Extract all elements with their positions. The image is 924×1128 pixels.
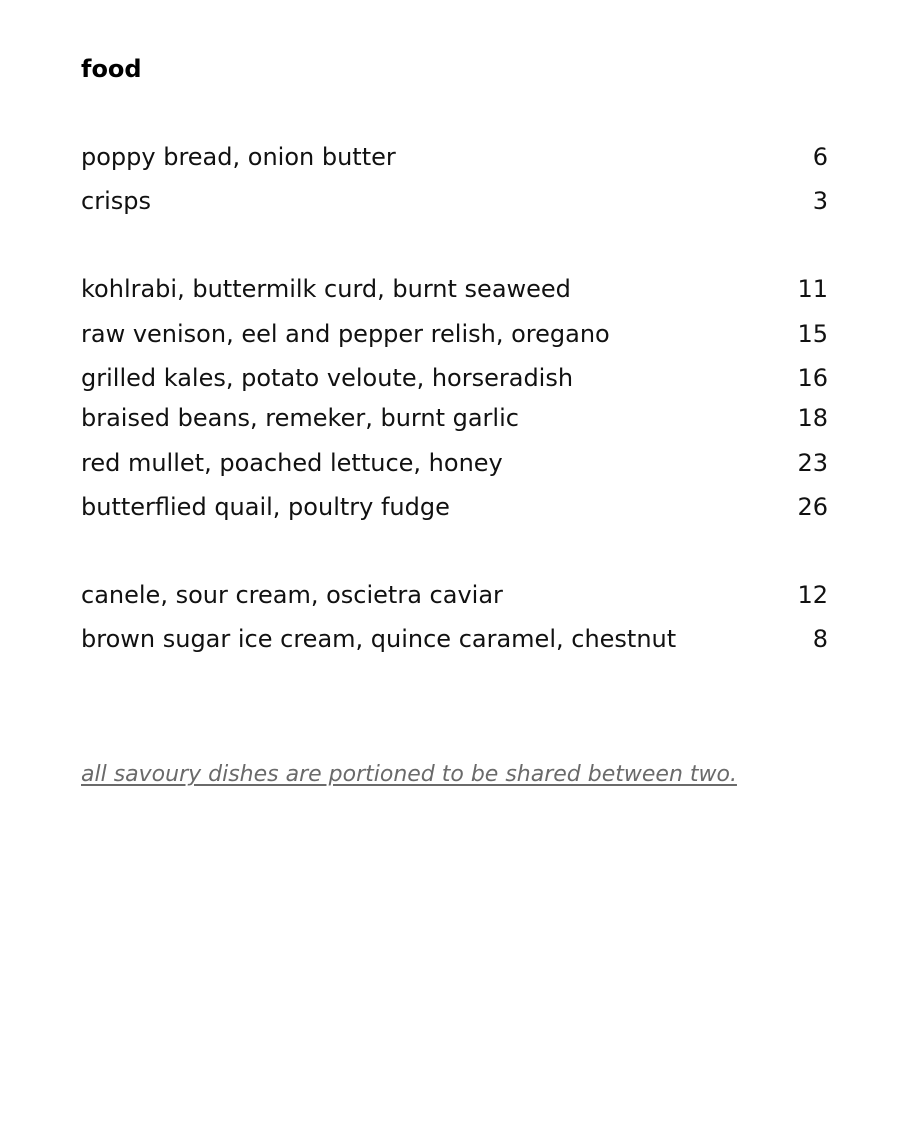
menu-item-price: 18 xyxy=(797,404,828,432)
menu-item-name: brown sugar ice cream, quince caramel, chestnut xyxy=(81,625,677,653)
menu-item-name: braised beans, remeker, burnt garlic xyxy=(81,404,519,432)
menu-item xyxy=(81,447,828,479)
menu-item-name: grilled kales, potato veloute, horseradish xyxy=(81,364,574,392)
menu-item xyxy=(81,491,828,523)
menu-item xyxy=(81,273,828,305)
menu-item-price: 16 xyxy=(797,364,828,392)
menu-item-price: 3 xyxy=(812,187,828,215)
menu-item xyxy=(81,141,828,173)
menu-heading: food xyxy=(81,55,142,83)
menu-item xyxy=(81,623,828,655)
menu-item xyxy=(81,362,828,394)
menu-item-name: canele, sour cream, oscietra caviar xyxy=(81,581,503,609)
menu-item-price: 6 xyxy=(812,143,828,171)
menu-item xyxy=(81,185,828,217)
menu-item-price: 23 xyxy=(797,449,828,477)
menu-item-name: poppy bread, onion butter xyxy=(81,143,396,171)
menu-item-price: 26 xyxy=(797,493,828,521)
menu-item-name: kohlrabi, buttermilk curd, burnt seaweed xyxy=(81,275,571,303)
menu-item-price: 12 xyxy=(797,581,828,609)
menu-item xyxy=(81,318,828,350)
menu-item-name: red mullet, poached lettuce, honey xyxy=(81,449,503,477)
menu-item-price: 11 xyxy=(797,275,828,303)
sharing-note: all savoury dishes are portioned to be shared between two. xyxy=(81,762,737,787)
menu-item-name: butterflied quail, poultry fudge xyxy=(81,493,450,521)
menu-item-name: raw venison, eel and pepper relish, oregano xyxy=(81,320,610,348)
menu-item-name: crisps xyxy=(81,187,151,215)
menu-item xyxy=(81,402,828,434)
menu-item-price: 8 xyxy=(812,625,828,653)
menu-item xyxy=(81,579,828,611)
menu-item-price: 15 xyxy=(797,320,828,348)
